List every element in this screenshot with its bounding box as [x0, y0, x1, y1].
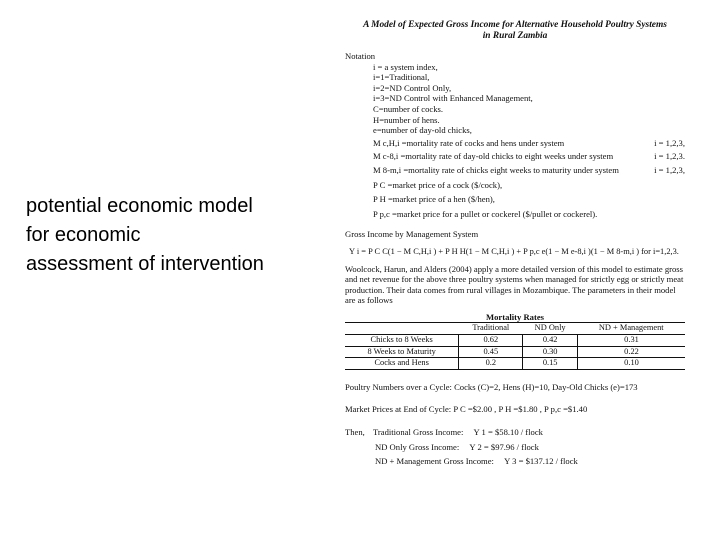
notation-item: i=3=ND Control with Enhanced Management, — [373, 93, 533, 104]
price-item: P C =market price of a cock ($/cock), — [373, 179, 503, 190]
table-header-cell — [345, 323, 459, 335]
table-cell: 0.42 — [523, 335, 578, 347]
mortality-range: i = 1,2,3, — [654, 164, 685, 175]
table-row — [345, 335, 685, 347]
income-row — [345, 442, 685, 453]
table-row — [345, 346, 685, 358]
notation-item: i=1=Traditional, — [373, 72, 430, 83]
mortality-range: i = 1,2,3. — [654, 151, 685, 162]
table-cell: 0.2 — [459, 358, 523, 370]
poultry-numbers: Poultry Numbers over a Cycle: Cocks (C)=2, Hens (H)=10, Day-Old Chicks (e)=173 — [345, 381, 638, 392]
caption-line-3: assessment of intervention — [26, 253, 264, 275]
income-value: Y 2 = $97.96 / flock — [469, 441, 539, 452]
table-cell: 0.62 — [459, 335, 523, 347]
table-cell: 0.15 — [523, 358, 578, 370]
notation-heading: Notation — [345, 51, 376, 61]
table-header-cell: ND Only — [523, 323, 578, 335]
mortality-text: M c,H,i =mortality rate of cocks and hens under system — [373, 137, 565, 148]
table-cell: 0.10 — [577, 358, 685, 370]
mortality-item — [345, 138, 685, 149]
table-header-row — [345, 323, 685, 335]
source-paragraph: Woolcock, Harun, and Alders (2004) apply a more detailed version of this model to estimate gross and net revenue for the above three poultry systems when managed for strictly egg or strictly meat production. Their data comes from rural villages in Mozambique. The parameters in their model are as follows — [345, 263, 684, 306]
income-label: ND Only Gross Income: — [375, 441, 460, 452]
gross-income-heading: Gross Income by Management System — [345, 229, 479, 240]
gross-income-formula: Y i = P C C(1 − M C,H,i ) + P H H(1 − M C,H,i ) + P p,c e(1 − M e-8,i )(1 − M 8-m,i ) for i=1,2,3. — [349, 246, 679, 256]
doc-title-line-2: in Rural Zambia — [482, 31, 548, 41]
caption-line-1: potential economic model — [26, 195, 253, 217]
price-item: P p,c =market price for a pullet or cockerel ($/pullet or cockerel). — [373, 208, 598, 219]
table-cell: 0.45 — [459, 346, 523, 358]
mortality-rates-table — [345, 322, 685, 369]
mortality-range: i = 1,2,3, — [654, 137, 685, 148]
table-cell: Cocks and Hens — [345, 358, 459, 370]
caption-line-2: for economic — [26, 224, 141, 246]
slide-caption — [26, 192, 326, 279]
table-header-cell: Traditional — [459, 323, 523, 335]
mortality-item — [345, 151, 685, 162]
price-item: P H =market price of a hen ($/hen), — [373, 194, 495, 205]
income-value: Y 3 = $137.12 / flock — [504, 456, 578, 467]
table-cell: 0.31 — [577, 335, 685, 347]
table-cell: 8 Weeks to Maturity — [345, 346, 459, 358]
income-label: Traditional Gross Income: — [372, 427, 464, 438]
mortality-text: M 8-m,i =mortality rate of chicks eight weeks to maturity under system — [373, 164, 619, 175]
income-row — [345, 456, 685, 467]
table-row — [345, 358, 685, 370]
market-prices: Market Prices at End of Cycle: P C =$2.00 , P H =$1.80 , P p,c =$1.40 — [345, 404, 588, 415]
table-cell: Chicks to 8 Weeks — [345, 335, 459, 347]
income-label: ND + Management Gross Income: — [375, 456, 494, 467]
notation-item: i=2=ND Control Only, — [373, 82, 452, 93]
mortality-rates-title: Mortality Rates — [486, 311, 544, 322]
doc-title-line-1: A Model of Expected Gross Income for Alternative Household Poultry Systems — [363, 20, 667, 30]
table-cell: 0.22 — [577, 346, 685, 358]
notation-item: H=number of hens. — [373, 114, 440, 125]
model-document — [345, 20, 685, 467]
mortality-item — [345, 165, 685, 176]
income-row — [345, 427, 685, 438]
table-cell: 0.30 — [523, 346, 578, 358]
notation-item: e=number of day-old chicks, — [373, 125, 472, 136]
income-value: Y 1 = $58.10 / flock — [473, 427, 543, 438]
notation-item: i = a system index, — [373, 61, 438, 72]
table-header-cell: ND + Management — [577, 323, 685, 335]
notation-item: C=number of cocks. — [373, 103, 444, 114]
then-label: Then, — [345, 427, 365, 438]
mortality-text: M c-8,i =mortality rate of day-old chicks to eight weeks under system — [373, 151, 614, 162]
